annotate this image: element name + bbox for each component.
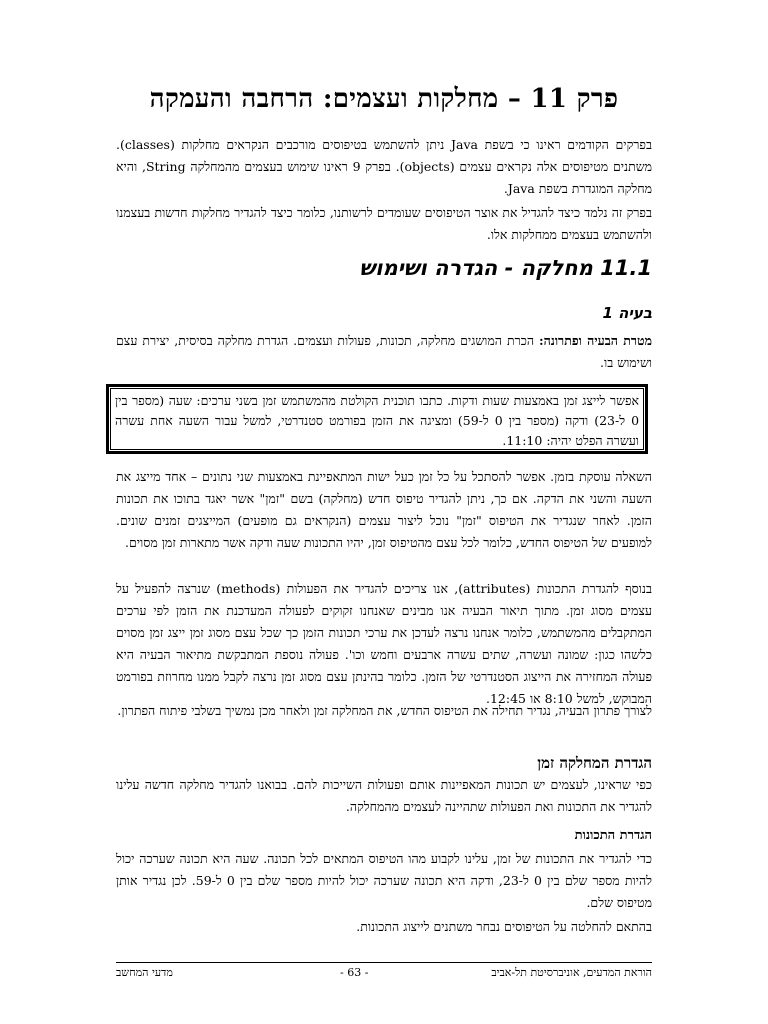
body-paragraph-1: השאלה עוסקת בזמן. אפשר להסתכל על כל זמן כעל ישות המתאפיינת באמצעות שני נתונים – אחד מייצג את השעה והשני את הדקה. אם כך, ניתן להגדיר טיפוס חדש (מחלקה) בשם "זמן" אשר יאגד בתוכו את תכונות הזמן. לאחר שנגדיר את הטיפוס "זמן" נוכל ליצור עצמים (הנקראים גם מופעים) המייצגים זמנים שונים. למופעים של הטיפוס החדש, כלומר לכל עצם מהטיפוס זמן, יהיו התכונות שעה ודקה אשר מתארות זמן מסוים. (116, 469, 652, 550)
body-paragraph-2: בנוסף להגדרת התכונות (attributes), אנו צריכים להגדיר את הפעולות (methods) שנרצה להפעיל על עצמים מסוג זמן. מתוך תיאור הבעיה אנו מבינים שאנחנו זקוקים לפעולה המעדכנת את הזמן לפי ערכים המתקבלים מהמשתמש, כלומר אנחנו נרצה לעדכן את ערכי תכונות הזמן כך שכל עצם מסוג זמן ייצג זמן מסוים כלשהו כגון: שמונה ועשרה, שתים עשרה ארבעים וחמש וכו'. פעולה נוספת המתבקשת מתיאור הבעיה היא פעולה המחזירה את הייצוג הסטנדרטי של הזמן. כלומר בהינתן עצם מסוג זמן נרצה לקבל ממנו מחרוזת בפורמט המבוקש, למשל 8:10 או 12:45. (116, 581, 652, 706)
chapter-title: פרק 11 – מחלקות ועצמים: הרחבה והעמקה (149, 84, 619, 114)
intro-paragraph-2: בפרק זה נלמד כיצד להגדיל את אוצר הטיפוסים שעומדים לרשותנו, כלומר כיצד להגדיר מחלקות חדשות בעצמנו ולהשתמש בעצמים ממחלקות אלו. (116, 205, 652, 242)
footer-divider (116, 962, 652, 963)
intro-paragraph-1: בפרקים הקודמים ראינו כי בשפת Java ניתן להשתמש בטיפוסים מורכבים הנקראים מחלקות (classes). משתנים מטיפוסים אלה נקראים עצמים (objects). בפרק 9 ראינו שימוש בעצמים מהמחלקה String, והיא מחלקה המוגדרת בשפת Java. (116, 137, 652, 196)
task-goal-label: מטרת הבעיה ופתרונה: (538, 333, 652, 348)
class-definition-heading: הגדרת המחלקה זמן (537, 754, 652, 772)
attributes-definition-heading: הגדרת התכונות (574, 828, 652, 843)
problem-statement: אפשר לייצג זמן באמצעות שעות ודקות. כתבו תוכנית הקולטת מהמשתמש זמן בשני ערכים: שעה (מספר בין 0 ל-23) ודקה (מספר בין 0 ל-59) ומציגה את הזמן בפורמט סטנדרטי, למשל עבור השעה אחת עשרה ועשרה הפלט יהיה: 11:10. (115, 393, 640, 448)
footer-institution: הוראת המדעים, אוניברסיטת תל-אביב (491, 966, 652, 979)
attributes-choice-paragraph: בהתאם להחלטה על הטיפוסים נבחר משתנים לייצוג התכונות. (356, 919, 652, 934)
section-heading: 11.1 מחלקה - הגדרה ושימוש (359, 256, 652, 280)
body-paragraph-3: לצורך פתרון הבעיה, נגדיר תחילה את הטיפוס החדש, את המחלקה זמן ולאחר מכן נמשיך בשלבי פיתוח הפתרון. (117, 703, 652, 718)
class-definition-paragraph: כפי שראינו, לעצמים יש תכונות המאפיינות אותם ופעולות השייכות להם. בבואנו להגדיר מחלקה חדשה עלינו להגדיר את התכונות ואת הפעולות שתהיינה לעצמים מהמחלקה. (116, 777, 652, 814)
task-goal-text: הכרת המושגים מחלקה, תכונות, פעולות ועצמים. הגדרת מחלקה בסיסית, יצירת עצם ושימוש בו. (116, 333, 652, 370)
task-heading: בעיה 1 (602, 304, 652, 322)
task-goal (116, 330, 652, 374)
page-number: - 63 - (340, 966, 369, 979)
problem-box (106, 384, 648, 454)
attributes-paragraph: כדי להגדיר את התכונות של זמן, עלינו לקבוע מהו הטיפוס המתאים לכל תכונה. שעה היא תכונה שערכה יכול להיות מספר שלם בין 0 ל-23, ודקה היא תכונה שערכה יכול להיות מספר שלם בין 0 ל-59. לכן נגדיר אותן מטיפוס שלם. (116, 851, 653, 910)
footer-subject: מדעי המחשב (116, 966, 173, 979)
